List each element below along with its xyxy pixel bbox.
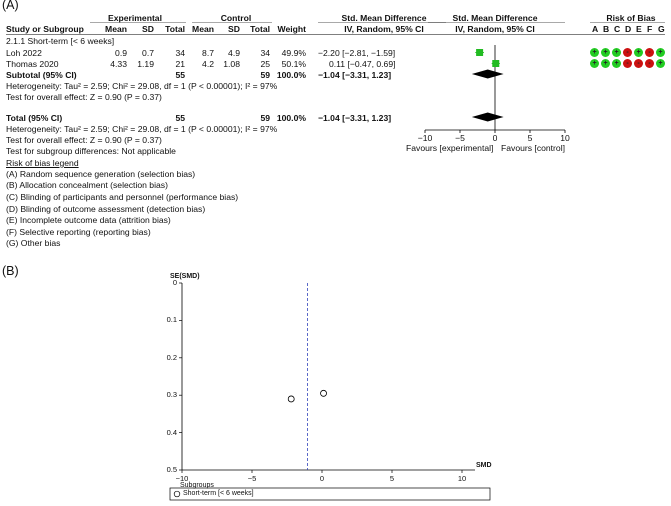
header-rob-letter: F [647, 24, 653, 34]
x-tick-label: 0 [492, 133, 498, 143]
c-total: 34 [260, 48, 270, 58]
header-method-plot: IV, Random, 95% CI [455, 24, 535, 34]
header-rob-letter: C [614, 24, 621, 34]
low-risk-icon: + [612, 48, 621, 57]
total-ci: −1.04 [−3.31, 1.23] [318, 113, 392, 123]
header-e-total: Total [165, 24, 185, 34]
total-c-total: 59 [260, 113, 270, 123]
x-tick-label: 5 [527, 133, 533, 143]
study-square [476, 49, 483, 56]
e-total: 34 [175, 48, 185, 58]
total-weight: 100.0% [276, 113, 306, 123]
header-control: Control [220, 13, 252, 23]
c-mean: 8.7 [202, 48, 214, 58]
rob-legend-item: (C) Blinding of participants and personnel (performance bias) [6, 192, 239, 202]
study-point [321, 390, 327, 396]
total-diamond [472, 113, 504, 122]
panel-b-label: (B) [2, 264, 19, 278]
header-rob-letter: B [603, 24, 610, 34]
rob-legend-item: (E) Incomplete outcome data (attrition bias) [6, 215, 171, 225]
x-tick-label: −10 [175, 474, 189, 483]
study-point [288, 396, 294, 402]
low-risk-icon: + [601, 59, 610, 68]
header-rob-letter: D [625, 24, 632, 34]
overall-effect-text: Test for overall effect: Z = 0.90 (P = 0.37) [6, 92, 162, 102]
weight: 50.1% [281, 59, 306, 69]
high-risk-icon: - [645, 48, 654, 57]
e-sd: 0.7 [142, 48, 154, 58]
smd-ci: 0.11 [−0.47, 0.69] [329, 59, 396, 69]
subtotal-c-total: 59 [260, 70, 270, 80]
high-risk-icon: - [623, 59, 632, 68]
subtotal-e-total: 55 [175, 70, 185, 80]
funnel-x-label: SMD [476, 462, 492, 469]
e-mean: 4.33 [110, 59, 127, 69]
low-risk-icon: + [601, 48, 610, 57]
study-name: Thomas 2020 [6, 59, 59, 69]
header-c-sd: SD [228, 24, 240, 34]
header-e-sd: SD [142, 24, 154, 34]
c-total: 25 [260, 59, 270, 69]
x-tick-label: 10 [457, 474, 467, 483]
total-e-total: 55 [175, 113, 185, 123]
total-label: Total (95% CI) [6, 113, 63, 123]
legend-entry: Short-term [< 6 weeks] [183, 490, 254, 497]
funnel-y-label: SE(SMD) [170, 273, 200, 280]
x-tick-label: 5 [389, 474, 395, 483]
e-sd: 1.19 [137, 59, 154, 69]
y-tick-label: 0.5 [166, 465, 177, 474]
low-risk-icon: + [634, 48, 643, 57]
smd-ci: −2.20 [−2.81, −1.59] [318, 48, 396, 58]
header-experimental: Experimental [108, 13, 162, 23]
favours-control: Favours [control] [501, 143, 565, 153]
low-risk-icon: + [590, 59, 599, 68]
header-smd-plot: Std. Mean Difference [452, 13, 538, 23]
c-mean: 4.2 [202, 59, 214, 69]
study-square [492, 60, 499, 67]
subgroup-diff-text: Test for subgroup differences: Not applicable [6, 146, 176, 156]
low-risk-icon: + [656, 59, 665, 68]
y-tick-label: 0.1 [166, 315, 177, 325]
subtotal-ci: −1.04 [−3.31, 1.23] [318, 70, 392, 80]
low-risk-icon: + [590, 48, 599, 57]
favours-experimental: Favours [experimental] [406, 143, 494, 153]
low-risk-icon: + [612, 59, 621, 68]
header-rob-letter: E [636, 24, 642, 34]
heterogeneity-text-2: Heterogeneity: Tau² = 2.59; Chi² = 29.08, df = 1 (P < 0.00001); I² = 97% [6, 124, 278, 134]
header-rob-letter: A [592, 24, 599, 34]
study-name: Loh 2022 [6, 48, 42, 58]
e-mean: 0.9 [115, 48, 127, 58]
header-rob: Risk of Bias [606, 13, 656, 23]
high-risk-icon: - [623, 48, 632, 57]
header-e-mean: Mean [105, 24, 127, 34]
rob-legend-title: Risk of bias legend [6, 158, 79, 168]
subtotal-label: Subtotal (95% CI) [6, 70, 77, 80]
panel-a-label: (A) [2, 0, 19, 12]
header-study: Study or Subgroup [6, 24, 84, 34]
rob-legend-item: (A) Random sequence generation (selection bias) [6, 169, 196, 179]
rob-legend-item: (F) Selective reporting (reporting bias) [6, 227, 151, 237]
legend-title: Subgroups [180, 482, 214, 489]
header-c-mean: Mean [192, 24, 214, 34]
y-tick-label: 0 [172, 278, 177, 287]
overall-effect-text-2: Test for overall effect: Z = 0.90 (P = 0.37) [6, 135, 162, 145]
y-tick-label: 0.3 [166, 390, 177, 400]
y-tick-label: 0.2 [166, 352, 177, 362]
high-risk-icon: - [645, 59, 654, 68]
x-tick-label: −5 [247, 474, 257, 483]
rob-legend-item: (D) Blinding of outcome assessment (detection bias) [6, 204, 206, 214]
low-risk-icon: + [656, 48, 665, 57]
x-tick-label: 10 [560, 133, 570, 143]
header-weight: Weight [277, 24, 306, 34]
x-tick-label: −10 [417, 133, 433, 143]
rob-legend-item: (G) Other bias [6, 238, 61, 248]
x-tick-label: 0 [319, 474, 325, 483]
x-tick-label: −5 [455, 133, 465, 143]
high-risk-icon: - [634, 59, 643, 68]
c-sd: 1.08 [223, 59, 240, 69]
header-rob-letter: G [658, 24, 665, 34]
legend-marker [174, 491, 180, 497]
weight: 49.9% [281, 48, 306, 58]
rob-legend-item: (B) Allocation concealment (selection bias) [6, 180, 168, 190]
header-c-total: Total [250, 24, 270, 34]
header-smd-text: Std. Mean Difference [341, 13, 427, 23]
y-tick-label: 0.4 [166, 427, 177, 437]
c-sd: 4.9 [228, 48, 240, 58]
subtotal-weight: 100.0% [276, 70, 306, 80]
subgroup-title: 2.1.1 Short-term [< 6 weeks] [6, 36, 115, 46]
heterogeneity-text: Heterogeneity: Tau² = 2.59; Chi² = 29.08, df = 1 (P < 0.00001); I² = 97% [6, 81, 278, 91]
e-total: 21 [175, 59, 185, 69]
subtotal-diamond [472, 70, 504, 79]
header-method-text: IV, Random, 95% CI [344, 24, 424, 34]
